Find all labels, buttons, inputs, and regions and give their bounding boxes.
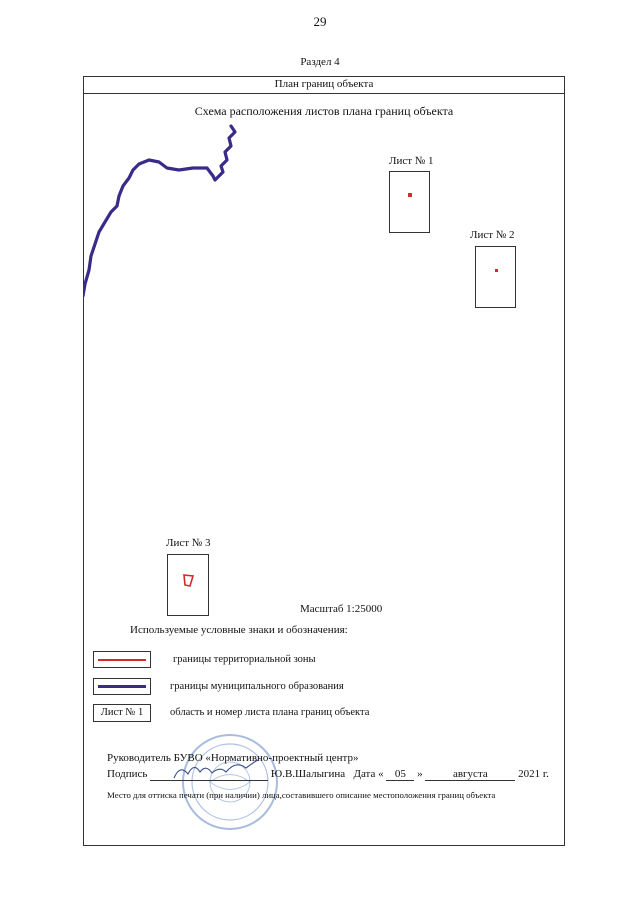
purple-line-icon bbox=[98, 685, 146, 688]
date-month: августа bbox=[425, 768, 515, 781]
section-label: Раздел 4 bbox=[300, 56, 340, 68]
sheet-3-box[interactable] bbox=[167, 554, 209, 616]
scale-label: Масштаб 1:25000 bbox=[300, 603, 383, 615]
legend-sheet-sample: Лист № 1 bbox=[93, 704, 151, 722]
date-quote-close: » bbox=[417, 768, 423, 780]
municipal-boundary-path bbox=[83, 126, 235, 296]
municipal-boundary-line bbox=[83, 120, 253, 305]
sheet-1-label: Лист № 1 bbox=[389, 155, 434, 167]
sheet-2-label: Лист № 2 bbox=[470, 229, 515, 241]
signer-name: Ю.В.Шалыгина bbox=[270, 768, 346, 780]
legend-territorial-zone-sample bbox=[93, 651, 151, 668]
legend-municipal-text: границы муниципального образования bbox=[170, 681, 344, 692]
legend-title: Используемые условные знаки и обозначения: bbox=[130, 624, 348, 636]
sheet-3-parcel-outline bbox=[182, 573, 196, 589]
red-line-icon bbox=[98, 659, 146, 661]
sheet-1-parcel-marker bbox=[408, 193, 412, 197]
sheet-2-parcel-marker bbox=[495, 269, 498, 272]
sheet-1-box[interactable] bbox=[389, 171, 430, 233]
date-day: 05 bbox=[386, 768, 414, 781]
signature-row bbox=[107, 768, 549, 781]
head-title: Руководитель БУВО «Нормативно-проектный центр» bbox=[107, 752, 359, 764]
scheme-title: Схема расположения листов плана границ объекта bbox=[194, 104, 454, 118]
frame-header: План границ объекта bbox=[83, 76, 565, 94]
signature-label: Подпись bbox=[107, 768, 148, 780]
sheet-2-box[interactable] bbox=[475, 246, 516, 308]
legend-territorial-zone-text: границы территориальной зоны bbox=[173, 654, 316, 665]
date-label: Дата « bbox=[353, 768, 384, 780]
legend-municipal-sample bbox=[93, 678, 151, 695]
sheet-3-label: Лист № 3 bbox=[166, 537, 211, 549]
legend-sheet-text: область и номер листа плана границ объекта bbox=[170, 707, 370, 718]
signature-line bbox=[150, 768, 268, 781]
page-number: 29 bbox=[313, 14, 327, 29]
stamp-place-note: Место для оттиска печати (при наличии) лица,составившего описание местоположения границ объекта bbox=[107, 790, 496, 800]
handwritten-signature bbox=[170, 758, 260, 784]
date-year: 2021 г. bbox=[518, 768, 549, 780]
